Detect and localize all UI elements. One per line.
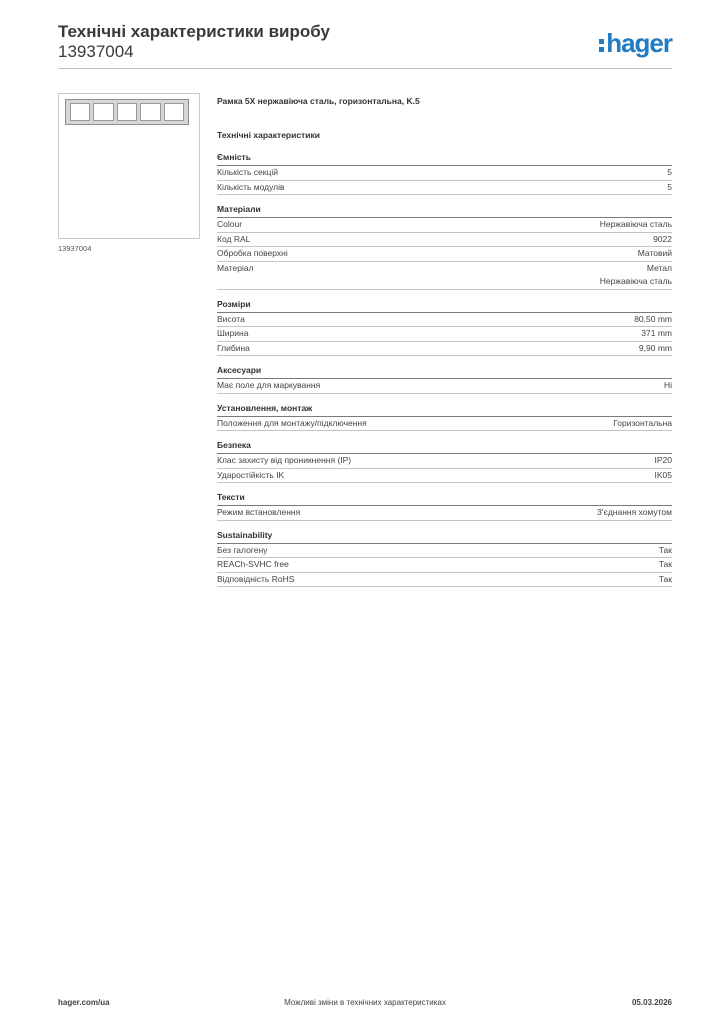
spec-row <box>217 544 672 559</box>
specs-heading: Технічні характеристики <box>217 130 320 140</box>
spec-label: Обробка поверхні <box>217 248 288 258</box>
spec-value: Так <box>658 544 672 555</box>
spec-label: Глибина <box>217 342 250 353</box>
spec-row <box>217 342 672 357</box>
spec-row <box>217 262 672 290</box>
document-title: Технічні характеристики виробу <box>58 22 330 41</box>
spec-value: Нержавіюча сталь <box>599 219 672 229</box>
spec-label: Colour <box>217 219 243 229</box>
hager-logo <box>599 28 672 59</box>
header-divider <box>58 68 672 69</box>
frame-slot <box>140 103 160 121</box>
spec-label: Ширина <box>217 328 249 338</box>
frame-slot <box>70 103 90 121</box>
spec-group <box>217 364 672 394</box>
spec-group <box>217 439 672 483</box>
spec-value: Матовий <box>637 248 672 258</box>
spec-group-title: Ємність <box>217 151 672 166</box>
spec-value: 9,90 mm <box>638 342 672 353</box>
spec-group <box>217 203 672 290</box>
page-header <box>58 22 330 62</box>
spec-group-title: Матеріали <box>217 203 672 218</box>
spec-label: Висота <box>217 313 245 324</box>
spec-group-title: Тексти <box>217 491 672 506</box>
spec-row <box>217 166 672 181</box>
product-code: 13937004 <box>58 42 134 61</box>
spec-row <box>217 181 672 196</box>
spec-group-title: Sustainability <box>217 529 672 544</box>
product-image <box>58 93 200 239</box>
spec-value: 80,50 mm <box>634 313 672 324</box>
footer-note: Можливі зміни в технічних характеристиках <box>284 998 446 1007</box>
spec-value: Ні <box>663 380 672 390</box>
spec-row <box>217 573 672 588</box>
spec-label: Клас захисту від проникнення (IP) <box>217 455 352 465</box>
spec-label: Код RAL <box>217 233 251 244</box>
spec-group <box>217 402 672 432</box>
spec-group <box>217 298 672 357</box>
frame-slot <box>117 103 137 121</box>
logo-dots-icon <box>599 36 605 54</box>
spec-row <box>217 218 672 233</box>
spec-group <box>217 151 672 195</box>
spec-row <box>217 454 672 469</box>
spec-group <box>217 529 672 588</box>
spec-group-title: Аксесуари <box>217 364 672 379</box>
spec-value: Так <box>658 559 672 569</box>
logo-text: hager <box>606 28 672 58</box>
image-caption: 13937004 <box>58 244 92 253</box>
spec-value: Метал Нержавіюча сталь <box>599 262 672 286</box>
spec-label: Положення для монтажу/підключення <box>217 417 367 428</box>
spec-row <box>217 233 672 248</box>
spec-row <box>217 506 672 521</box>
spec-group-title: Безпека <box>217 439 672 454</box>
spec-label: Ударостійкість IK <box>217 469 285 480</box>
footer-date: 05.03.2026 <box>631 998 672 1007</box>
spec-row <box>217 247 672 262</box>
spec-groups <box>217 151 672 587</box>
spec-row <box>217 379 672 394</box>
spec-row <box>217 417 672 432</box>
spec-value: З'єднання хомутом <box>596 507 672 517</box>
spec-label: Режим встановлення <box>217 507 301 517</box>
spec-value: 9022 <box>653 233 672 244</box>
spec-label: REACh-SVHC free <box>217 559 289 569</box>
footer-website[interactable]: hager.com/ua <box>58 998 110 1007</box>
spec-row <box>217 469 672 484</box>
spec-label: Матеріал <box>217 262 254 273</box>
frame-slot <box>164 103 184 121</box>
spec-group-title: Розміри <box>217 298 672 313</box>
spec-value: 5 <box>667 167 672 177</box>
spec-group <box>217 491 672 521</box>
frame-slot <box>93 103 113 121</box>
spec-value: Горизонтальна <box>613 417 672 428</box>
spec-value: Так <box>658 573 672 584</box>
product-name: Рамка 5X нержавіюча сталь, горизонтальна, K.5 <box>217 96 420 106</box>
spec-label: Кількість секцій <box>217 167 278 177</box>
spec-row <box>217 558 672 573</box>
spec-group-title: Установлення, монтаж <box>217 402 672 417</box>
spec-content <box>217 96 672 595</box>
spec-label: Без галогену <box>217 544 268 555</box>
spec-value: IK05 <box>654 469 672 480</box>
spec-row <box>217 313 672 328</box>
frame-illustration <box>65 99 189 125</box>
spec-value: 371 mm <box>641 328 672 338</box>
spec-row <box>217 327 672 342</box>
spec-label: Кількість модулів <box>217 181 285 192</box>
spec-value: IP20 <box>654 455 672 465</box>
spec-label: Відповідність RoHS <box>217 573 295 584</box>
spec-label: Має поле для маркування <box>217 380 321 390</box>
spec-value: 5 <box>667 181 672 192</box>
